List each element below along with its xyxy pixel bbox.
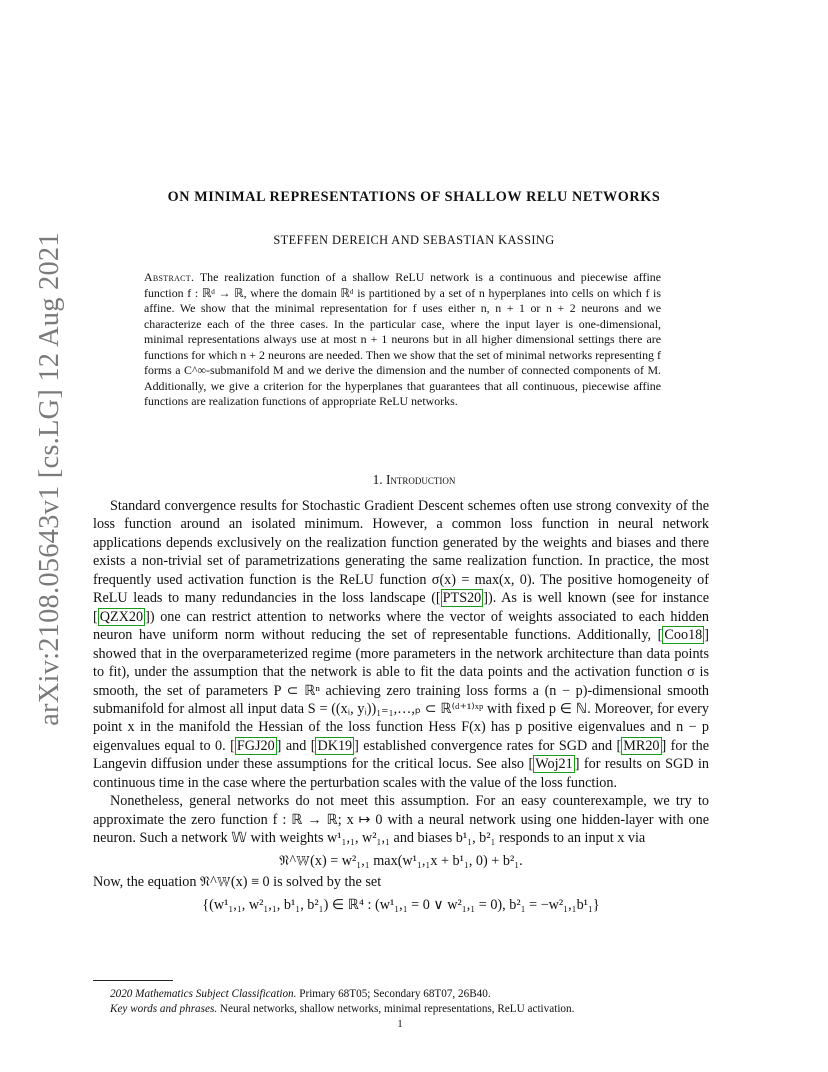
- equation-network-response: 𝔑^𝕎(x) = w²₁,₁ max(w¹₁,₁x + b¹₁, 0) + b²₁.: [279, 852, 523, 869]
- citation-link-mr20[interactable]: MR20: [623, 737, 660, 754]
- citation-link-coo18[interactable]: Coo18: [664, 627, 703, 644]
- citation-link-qzx20[interactable]: QZX20: [99, 608, 144, 625]
- abstract-text: The realization function of a shallow ReLU network is a continuous and piecewise affine function f : ℝᵈ → ℝ, where the domain ℝᵈ is partitioned by a set of n hyperplanes into cells on which f is affine. We show that the minimal representation for f uses either n, n + 1 or n + 2 neurons and we characterize each of the three cases. In the particular case, where the input layer is one-dimensional, minimal representations always use at most n + 1 neurons but in all higher dimensional settings there are functions for which n + 2 neurons are needed. Then we show that the set of minimal networks representing f forms a C^∞-submanifold M and we derive the dimension and the number of connected components of M. Additionally, we give a criterion for the hyperplanes that guarantees that all continuous, piecewise affine functions are realization functions of appropriate ReLU networks.: [144, 270, 661, 408]
- section-heading: [0, 472, 828, 488]
- paragraph-intro-text-4: ] showed that in the overparameterized regime (more parameters in the network architecture than data points to fit), under the assumption that the network is able to fit the data points and the activation function σ is smooth, the set of parameters P ⊂ ℝⁿ achieving zero training loss forms a (n − p)-dimensional smooth submanifold for almost all input data S = ((xᵢ, yᵢ))₁₌₁,…,ₚ ⊂ ℝ⁽ᵈ⁺¹⁾ˣᵖ with fixed p ∈ ℕ. Moreover, for every point x in the manifold the Hessian of the loss function Hess F(x) has p positive eigenvalues and n − p eigenvalues equal to 0. [: [93, 627, 709, 754]
- paper-title: ON MINIMAL REPRESENTATIONS OF SHALLOW RELU NETWORKS: [167, 189, 661, 205]
- paragraph-intro-text-8: ] for results on SGD in continuous time in the case where the perturbation scales with the value of the loss function.: [93, 756, 709, 791]
- citation-link-pts20[interactable]: PTS20: [442, 590, 482, 607]
- footnote-msc-label: 2020 Mathematics Subject Classification.: [110, 988, 297, 1000]
- footnote-keywords: [93, 1002, 709, 1017]
- citation-link-dk19[interactable]: DK19: [317, 737, 353, 754]
- paper-authors: STEFFEN DEREICH AND SEBASTIAN KASSING: [273, 233, 555, 247]
- arxiv-identifier-text: arXiv:2108.05643v1 [cs.LG] 12 Aug 2021: [34, 232, 65, 726]
- abstract: [144, 270, 661, 410]
- paragraph-intro-text-5: ] and [: [276, 737, 316, 754]
- abstract-heading: Abstract.: [144, 270, 195, 284]
- footnote-msc: [93, 987, 709, 1002]
- paragraph-intro: [93, 497, 709, 792]
- citation-link-woj21[interactable]: Woj21: [535, 756, 573, 773]
- citation-link-fgj20[interactable]: FGJ20: [236, 737, 275, 754]
- footnotes: [93, 987, 709, 1018]
- equation-solution-set: {(w¹₁,₁, w²₁,₁, b¹₁, b²₁) ∈ ℝ⁴ : (w¹₁,₁ = 0 ∨ w²₁,₁ = 0), b²₁ = −w²₁,₁b¹₁}: [202, 896, 600, 913]
- footnote-keywords-text: Neural networks, shallow networks, minimal representations, ReLU activation.: [219, 1003, 575, 1016]
- paragraph-intro-text-3: ]) one can restrict attention to networks where the vector of weights associated to each hidden neuron have uniform norm without reducing the set of representable functions. Additionally, [: [93, 608, 709, 644]
- paragraph-intro-text-1: Standard convergence results for Stochastic Gradient Descent schemes often use strong convexity of the loss function around an isolated minimum. However, a common loss function in neural network applications depends exclusively on the realization function generated by the weights and biases and there exists a non-trivial set of parametrizations generating the same realization function. In practice, the most frequently used activation function is the ReLU function σ(x) = max(x, 0). The positive homogeneity of ReLU leads to many redundancies in the loss landscape ([: [93, 498, 709, 607]
- paragraph-intro-text-2: ]). As is well known (see for instance [: [93, 590, 709, 625]
- section-title: Introduction: [385, 472, 456, 487]
- paragraph-counterexample: Nonetheless, general networks do not meet this assumption. For an easy counterexample, we try to approximate the zero function f : ℝ → ℝ; x ↦ 0 with a neural network using one hidden-layer with one neuron. Such a network 𝕎 with weights w¹₁,₁, w²₁,₁ and biases b¹₁, b²₁ responds to an input x via: [93, 793, 709, 847]
- main-body: [93, 497, 709, 914]
- section-number: 1.: [372, 472, 383, 487]
- paragraph-intro-text-6: ] established convergence rates for SGD and [: [354, 737, 622, 754]
- footnote-msc-text: Primary 68T05; Secondary 68T07, 26B40.: [299, 988, 491, 1000]
- footnote-divider: [93, 980, 173, 981]
- paragraph-equation-solution: Now, the equation 𝔑^𝕎(x) ≡ 0 is solved by the set: [93, 874, 382, 891]
- paragraph-intro-text-7: ] for the Langevin diffusion under these assumptions for the critical locus. See also [: [93, 737, 709, 773]
- page-number: 1: [397, 1018, 403, 1030]
- footnote-keywords-label: Key words and phrases.: [110, 1003, 218, 1016]
